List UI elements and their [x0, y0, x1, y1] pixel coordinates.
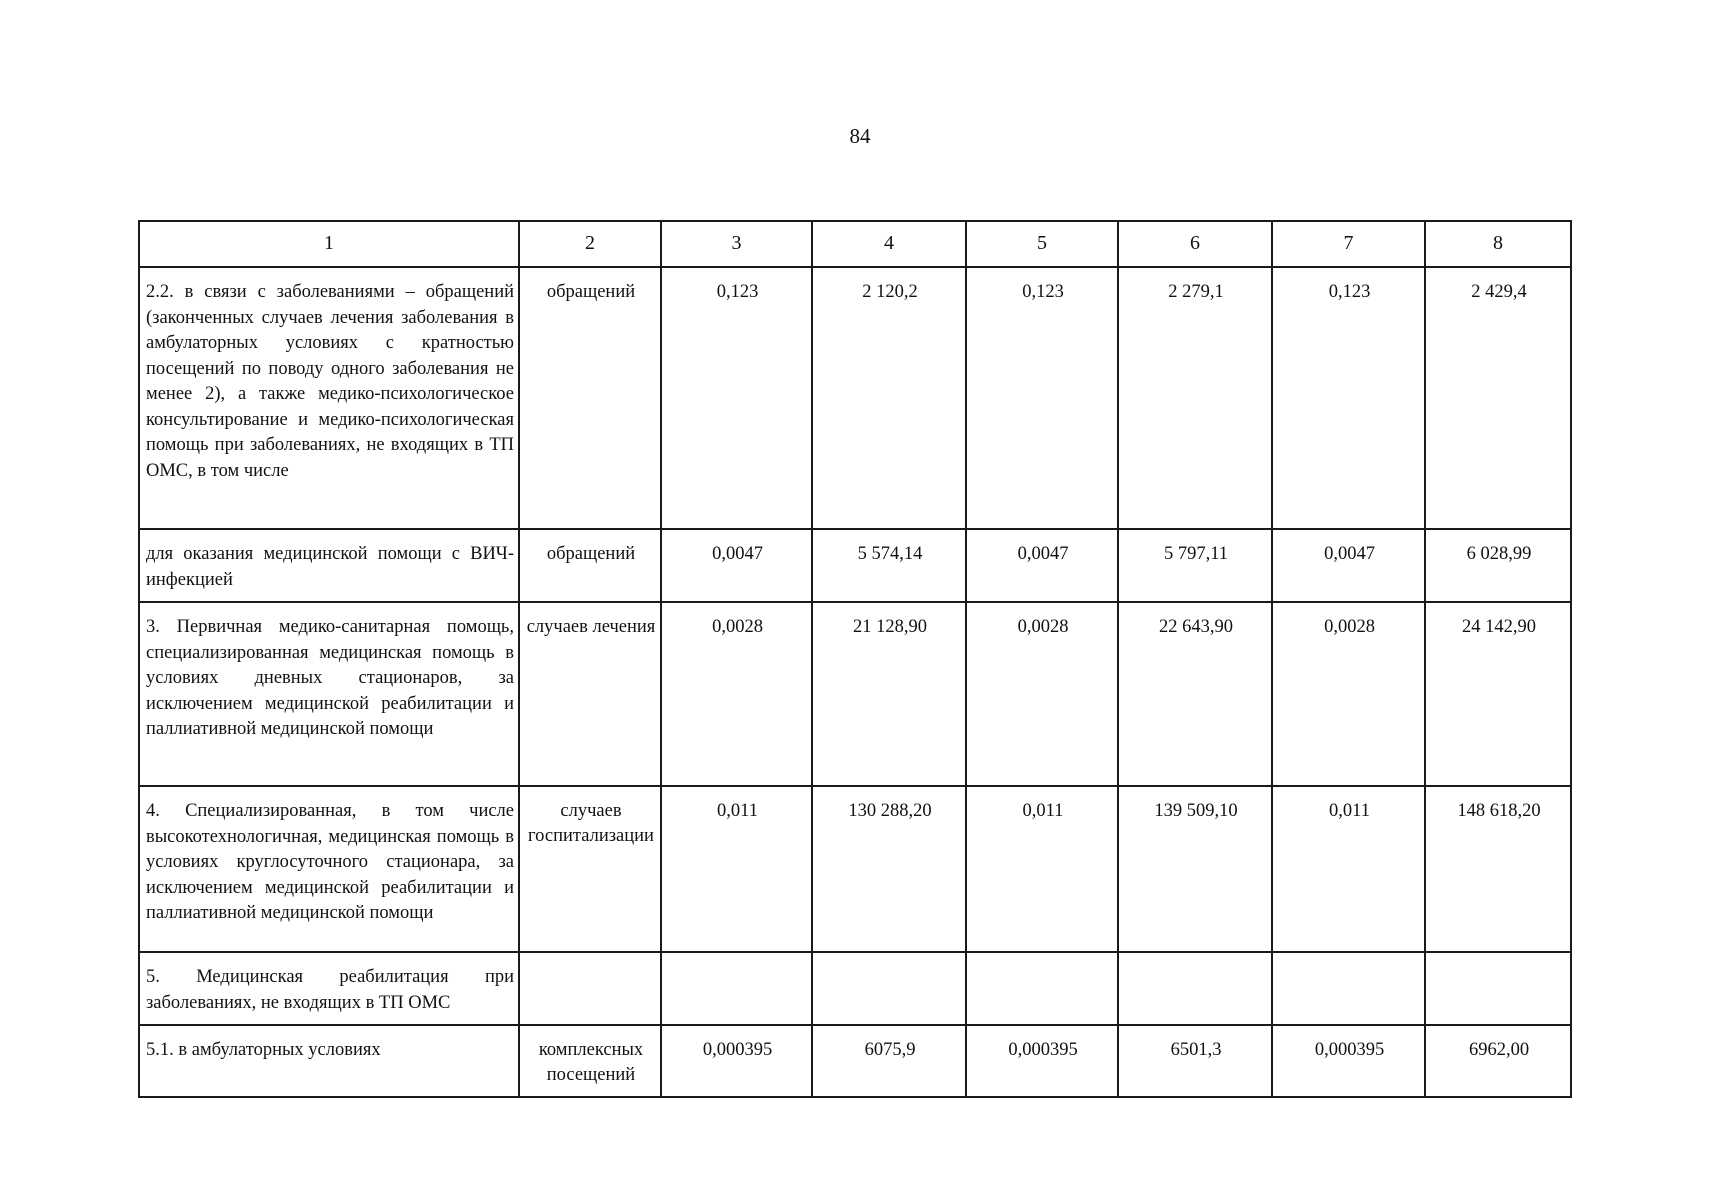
- row-value-cell: 6501,3: [1118, 1025, 1272, 1097]
- row-value-cell: 5 797,11: [1118, 529, 1272, 602]
- row-value-cell: 0,0028: [1272, 602, 1425, 786]
- row-value-cell: 0,000395: [661, 1025, 812, 1097]
- column-number-5: 5: [966, 221, 1118, 267]
- row-name-cell: 3. Первичная медико-санитарная помощь, специализированная медицинская помощь в условиях дневных стационаров, за исключением медицинской реабилитации и паллиативной медицинской помощи: [139, 602, 519, 786]
- row-value-cell: 0,123: [966, 267, 1118, 529]
- table-row: [139, 529, 1571, 602]
- column-number-8: 8: [1425, 221, 1571, 267]
- row-name-cell: 4. Специализированная, в том числе высокотехнологичная, медицинская помощь в условиях круглосуточного стационара, за исключением медицинской реабилитации и паллиативной медицинской помощи: [139, 786, 519, 952]
- row-value-cell: 148 618,20: [1425, 786, 1571, 952]
- row-value-cell: 0,0047: [966, 529, 1118, 602]
- row-value-cell: 0,000395: [1272, 1025, 1425, 1097]
- table-row: [139, 267, 1571, 529]
- row-value-cell: 0,000395: [966, 1025, 1118, 1097]
- row-value-cell: [1118, 952, 1272, 1025]
- row-value-cell: 6 028,99: [1425, 529, 1571, 602]
- row-value-cell: 0,011: [966, 786, 1118, 952]
- row-value-cell: 0,011: [1272, 786, 1425, 952]
- row-value-cell: [966, 952, 1118, 1025]
- row-value-cell: 6075,9: [812, 1025, 966, 1097]
- column-number-4: 4: [812, 221, 966, 267]
- row-unit-cell: обращений: [519, 267, 661, 529]
- row-unit-cell: комплексных посещений: [519, 1025, 661, 1097]
- column-number-6: 6: [1118, 221, 1272, 267]
- row-unit-cell: обращений: [519, 529, 661, 602]
- table-row: [139, 602, 1571, 786]
- row-value-cell: 21 128,90: [812, 602, 966, 786]
- row-value-cell: 0,123: [1272, 267, 1425, 529]
- page-number: 84: [849, 124, 871, 148]
- table-row: [139, 952, 1571, 1025]
- row-value-cell: 0,0028: [966, 602, 1118, 786]
- row-value-cell: 24 142,90: [1425, 602, 1571, 786]
- row-name-cell: 2.2. в связи с заболеваниями – обращений (законченных случаев лечения заболевания в амбулаторных условиях с кратностью посещений по поводу одного заболевания не менее 2), а также медико-психологическое консультирование и медико-психологическая помощь при заболеваниях, не входящих в ТП ОМС, в том числе: [139, 267, 519, 529]
- row-value-cell: 2 279,1: [1118, 267, 1272, 529]
- row-value-cell: 0,0047: [661, 529, 812, 602]
- row-value-cell: 0,011: [661, 786, 812, 952]
- row-value-cell: 2 429,4: [1425, 267, 1571, 529]
- row-value-cell: 0,0028: [661, 602, 812, 786]
- row-value-cell: [1272, 952, 1425, 1025]
- row-value-cell: [661, 952, 812, 1025]
- row-value-cell: 6962,00: [1425, 1025, 1571, 1097]
- column-number-2: 2: [519, 221, 661, 267]
- row-value-cell: 2 120,2: [812, 267, 966, 529]
- row-value-cell: 139 509,10: [1118, 786, 1272, 952]
- row-value-cell: 0,123: [661, 267, 812, 529]
- row-value-cell: [812, 952, 966, 1025]
- row-unit-cell: [519, 952, 661, 1025]
- table-row: [139, 786, 1571, 952]
- row-value-cell: 22 643,90: [1118, 602, 1272, 786]
- row-value-cell: [1425, 952, 1571, 1025]
- row-value-cell: 5 574,14: [812, 529, 966, 602]
- row-name-cell: 5. Медицинская реабилитация при заболеваниях, не входящих в ТП ОМС: [139, 952, 519, 1025]
- document-table: [138, 220, 1572, 1098]
- row-unit-cell: случаев госпитализации: [519, 786, 661, 952]
- column-number-7: 7: [1272, 221, 1425, 267]
- row-name-cell: 5.1. в амбулаторных условиях: [139, 1025, 519, 1097]
- table-row: [139, 1025, 1571, 1097]
- row-unit-cell: случаев лечения: [519, 602, 661, 786]
- column-number-1: 1: [139, 221, 519, 267]
- column-number-3: 3: [661, 221, 812, 267]
- row-name-cell: для оказания медицинской помощи с ВИЧ-инфекцией: [139, 529, 519, 602]
- row-value-cell: 0,0047: [1272, 529, 1425, 602]
- row-value-cell: 130 288,20: [812, 786, 966, 952]
- table-header-row: [139, 221, 1571, 267]
